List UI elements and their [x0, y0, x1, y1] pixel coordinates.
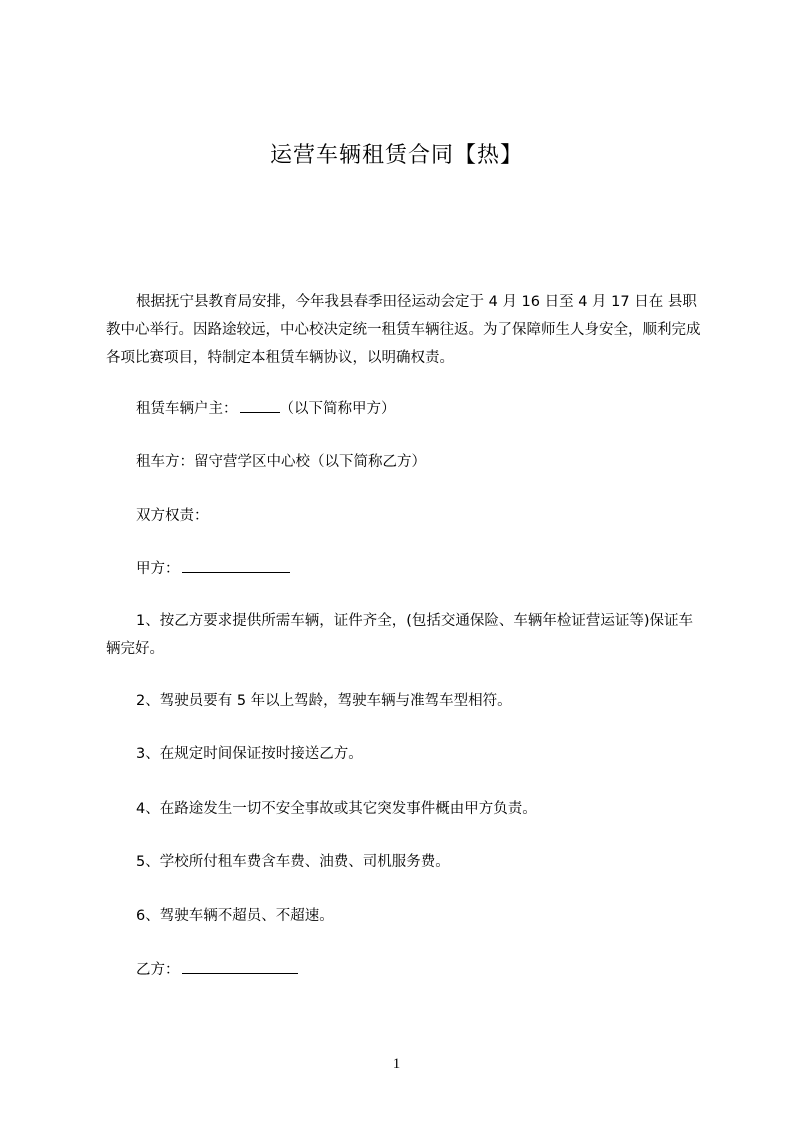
party-a-signature-blank [182, 557, 290, 573]
owner-blank [240, 397, 280, 413]
clause-6: 6、驾驶车辆不超员、不超速。 [136, 908, 334, 924]
document-title: 运营车辆租赁合同【热】 [269, 143, 523, 168]
clause-2: 2、驾驶员要有 5 年以上驾龄，驾驶车辆与准驾车型相符。 [136, 693, 512, 709]
clause-5: 5、学校所付租车费含车费、油费、司机服务费。 [136, 854, 450, 870]
party-b-signature-blank [182, 958, 298, 974]
rights-heading: 双方权责： [136, 508, 209, 524]
renter-line: 租车方：留守营学区中心校（以下简称乙方） [136, 454, 426, 470]
owner-suffix: （以下简称甲方） [279, 401, 396, 417]
party-b-label: 乙方： [136, 962, 180, 978]
party-a-line [106, 555, 706, 583]
clause-1: 1、按乙方要求提供所需车辆，证件齐全，(包括交通保险、车辆年检证营运证等)保证车辆完好。 [106, 613, 694, 657]
clause-3: 3、在规定时间保证按时接送乙方。 [136, 746, 363, 762]
party-b-line [106, 956, 706, 984]
party-a-label: 甲方： [136, 561, 180, 577]
page-number: 1 [392, 1056, 401, 1072]
intro-paragraph: 根据抚宁县教育局安排，今年我县春季田径运动会定于 4 月 16 日至 4 月 17 日在 县职教中心举行。因路途较远，中心校决定统一租赁车辆往返。为了保障师生人身安全，顺利完成各项比赛项目，特制定本租赁车辆协议，以明确权责。 [106, 294, 701, 366]
owner-line [106, 395, 706, 423]
owner-label: 租赁车辆户主： [136, 401, 238, 417]
clause-4: 4、在路途发生一切不安全事故或其它突发事件概由甲方负责。 [136, 801, 537, 817]
